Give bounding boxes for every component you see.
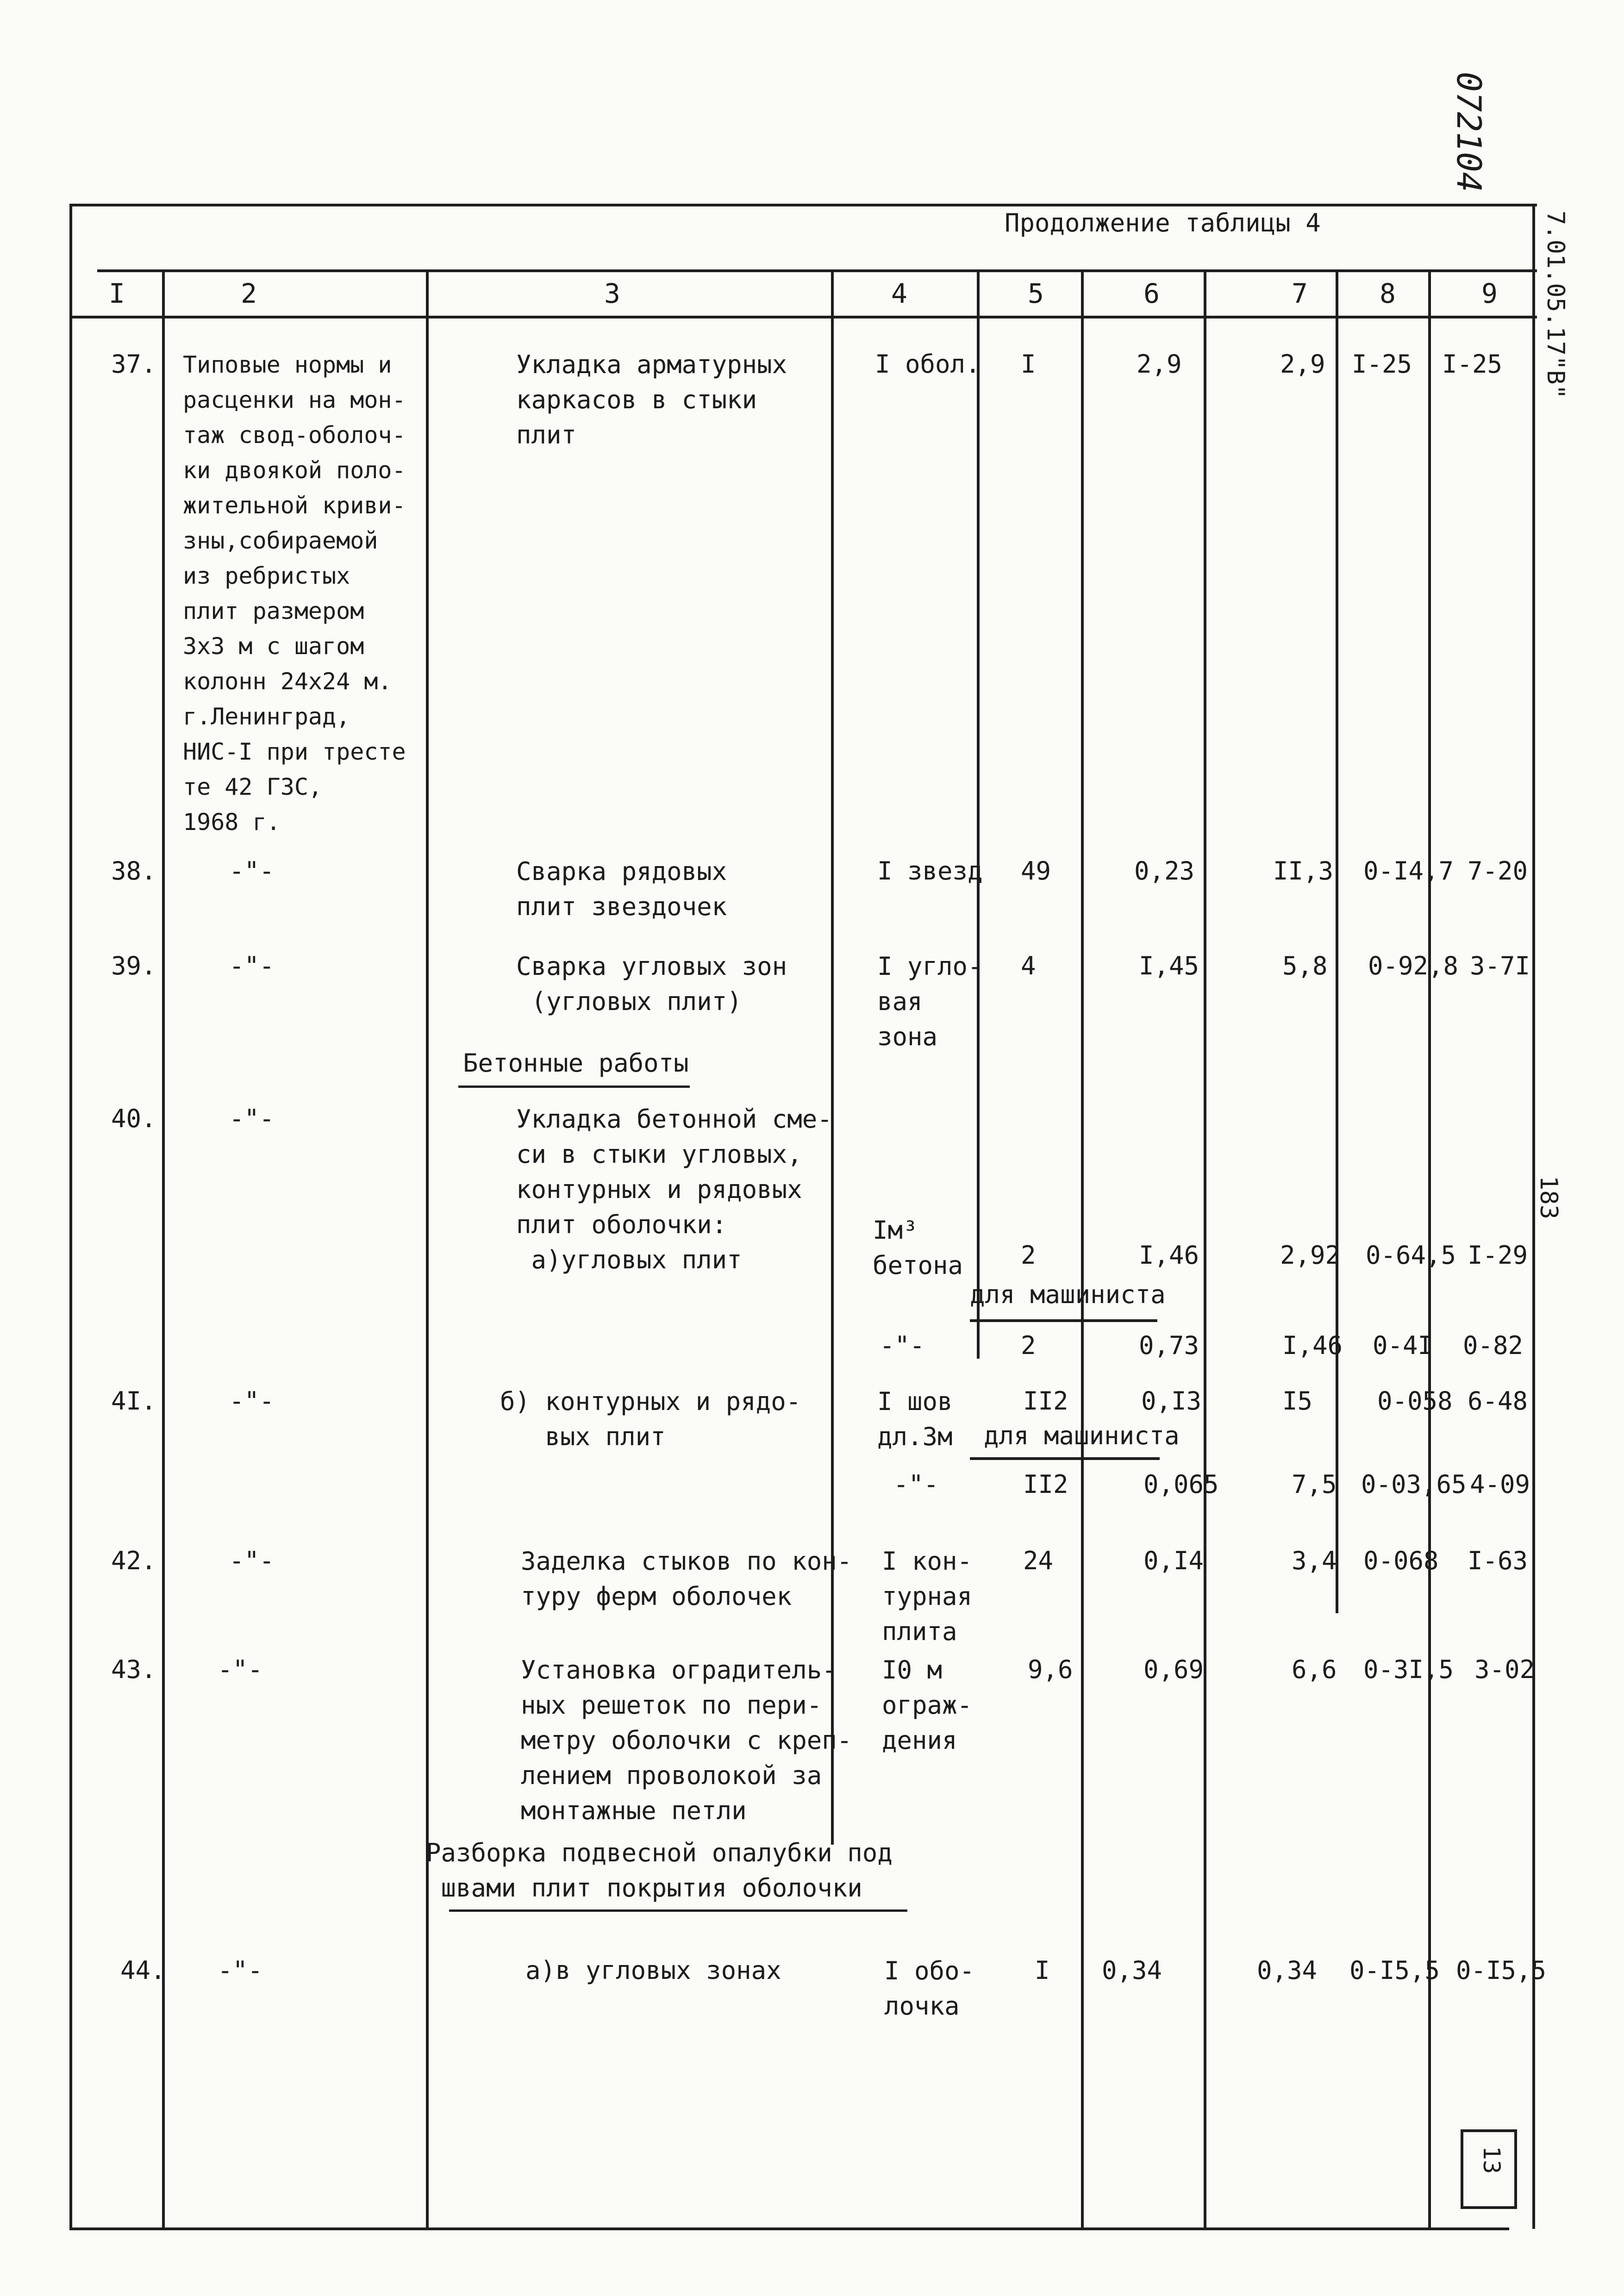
row-44-col5: I: [1035, 1956, 1050, 1985]
row-38-source: -"-: [229, 856, 275, 886]
row-41-sub-col5: II2: [1023, 1470, 1068, 1499]
row-40-work: Укладка бетонной сме- си в стыки угловых, контурных и рядовых плит оболочки: а)угловых плит: [516, 1104, 832, 1274]
row-40-machinist-label: для машиниста: [970, 1280, 1166, 1309]
row-43-col7: 6,6: [1292, 1655, 1337, 1684]
row-40-unit: Iм³ бетона: [873, 1216, 963, 1280]
header-col-9: 9: [1481, 278, 1498, 309]
doc-code: 7.01.05.17"В": [1542, 211, 1569, 399]
row-40-sub-col8: 0-4I: [1373, 1331, 1433, 1360]
row-38-work: Сварка рядовых плит звездочек: [516, 857, 727, 921]
row-41-col5: II2: [1023, 1386, 1068, 1416]
row-40-col6: I,46: [1139, 1241, 1199, 1270]
row-39-col8: 0-92,8: [1368, 951, 1459, 980]
row-44-number: 44.: [120, 1956, 166, 1985]
row-41-machinist-label: для машиниста: [984, 1421, 1180, 1450]
row-38-number: 38.: [111, 856, 156, 886]
row-41-source: -"-: [229, 1386, 275, 1416]
row-40-col9: I-29: [1468, 1241, 1528, 1270]
row-40-sub-col6: 0,73: [1139, 1331, 1199, 1360]
row-37-unit: I обол.: [875, 349, 981, 379]
row-40-col7: 2,92: [1280, 1241, 1341, 1270]
row-40-sub-unit: -"-: [880, 1331, 925, 1360]
row-41-sub-col6: 0,065: [1143, 1470, 1219, 1499]
row-44-source: -"-: [218, 1956, 263, 1985]
row-41-unit: I шов дл.3м: [877, 1387, 953, 1451]
row-40-number: 40.: [111, 1104, 156, 1133]
row-37-col5: I: [1021, 349, 1036, 379]
row-44-col6: 0,34: [1102, 1956, 1162, 1985]
col-border-5: [1081, 271, 1084, 2229]
row-38-col8: 0-I4,7: [1363, 856, 1454, 886]
row-42-col9: I-63: [1468, 1546, 1528, 1575]
row-39-col6: I,45: [1139, 951, 1199, 980]
section-formwork-underline: [449, 1909, 907, 1912]
row-37-work: Укладка арматурных каркасов в стыки плит: [516, 350, 787, 449]
row-43-col9: 3-02: [1474, 1655, 1535, 1684]
row-42-unit: I кон- турная плита: [882, 1547, 973, 1646]
row-42-work: Заделка стыков по кон- туру ферм оболочек: [521, 1547, 852, 1611]
row-41-work: б) контурных и рядо- вых плит: [500, 1387, 801, 1451]
row-39-number: 39.: [111, 951, 156, 980]
row-38-col9: 7-20: [1468, 856, 1528, 886]
row-39-col9: 3-7I: [1470, 951, 1530, 980]
col-border-4: [977, 271, 980, 1359]
sub-row-separator-40: [970, 1319, 1157, 1322]
row-38-col5: 49: [1021, 856, 1051, 886]
row-37-col9: I-25: [1442, 349, 1503, 379]
row-43-unit: I0 м ограж- дения: [882, 1655, 973, 1755]
row-43-source: -"-: [218, 1655, 263, 1684]
col-border-2: [426, 271, 429, 2229]
row-38-col7: II,3: [1273, 856, 1334, 886]
col-border-0: [69, 204, 72, 2229]
row-41-number: 4I.: [111, 1386, 156, 1416]
row-43-work: Установка оградитель- ных решеток по пери- метру оболочки с креп- лением проволокой за монтажные петли: [521, 1655, 852, 1825]
margin-code: 072104: [1449, 72, 1488, 193]
header-col-1: I: [109, 278, 125, 309]
row-38-unit: I звезд: [877, 856, 983, 886]
row-42-source: -"-: [229, 1546, 275, 1575]
col-border-1: [162, 271, 165, 2229]
row-44-col8: 0-I5,5: [1349, 1956, 1440, 1985]
row-41-sub-unit: -"-: [893, 1470, 939, 1499]
row-38-col6: 0,23: [1134, 856, 1195, 886]
page-number-box: [1461, 2129, 1517, 2209]
row-40-sub-col7: I,46: [1282, 1331, 1343, 1360]
row-37-col6: 2,9: [1137, 349, 1182, 379]
row-44-col9: 0-I5,5: [1456, 1956, 1547, 1985]
row-39-source: -"-: [229, 951, 275, 980]
row-39-unit: I угло- вая зона: [877, 952, 983, 1051]
row-42-number: 42.: [111, 1546, 156, 1575]
col-border-6: [1204, 271, 1206, 2229]
header-col-7: 7: [1292, 278, 1308, 309]
table-caption: Продолжение таблицы 4: [1005, 208, 1321, 237]
col-border-7: [1336, 271, 1338, 1613]
row-43-col5: 9,6: [1028, 1655, 1073, 1684]
side-number: 183: [1535, 1176, 1562, 1219]
row-43-number: 43.: [111, 1655, 156, 1684]
header-col-3: 3: [604, 278, 620, 309]
header-col-4: 4: [891, 278, 907, 309]
row-41-col8: 0-058: [1377, 1386, 1453, 1416]
row-43-col8: 0-3I,5: [1363, 1655, 1454, 1684]
row-41-sub-col9: 4-09: [1470, 1470, 1530, 1499]
row-41-col6: 0,I3: [1141, 1386, 1202, 1416]
header-col-5: 5: [1028, 278, 1044, 309]
row-41-sub-col8: 0-03,65: [1361, 1470, 1467, 1499]
header-col-2: 2: [241, 278, 257, 309]
section-concrete-underline: [458, 1086, 690, 1088]
row-44-unit: I обо- лочка: [884, 1956, 975, 2021]
row-42-col8: 0-068: [1363, 1546, 1439, 1575]
row-39-work: Сварка угловых зон (угловых плит): [516, 952, 787, 1016]
header-col-6: 6: [1143, 278, 1160, 309]
row-40-sub-col9: 0-82: [1463, 1331, 1524, 1360]
row-42-col5: 24: [1023, 1546, 1054, 1575]
table-top-border: [69, 204, 1537, 206]
row-40-source: -"-: [229, 1104, 275, 1133]
row-42-col7: 3,4: [1292, 1546, 1337, 1575]
row-41-col7: I5: [1282, 1386, 1313, 1416]
row-42-col6: 0,I4: [1143, 1546, 1204, 1575]
row-40-col5: 2: [1021, 1241, 1036, 1270]
row-44-work: а)в угловых зонах: [525, 1956, 781, 1985]
row-40-col8: 0-64,5: [1366, 1241, 1456, 1270]
sub-row-separator-41: [970, 1457, 1160, 1460]
table-bottom-border: [69, 2227, 1509, 2230]
row-41-col9: 6-48: [1468, 1386, 1528, 1416]
header-top-border: [97, 269, 1537, 272]
row-37-number: 37.: [111, 349, 156, 379]
row-37-source: Типовые нормы и расценки на мон- таж свод-оболоч- ки двоякой поло- жительной криви- зны,собираемой из ребристых плит размером 3х3 м с шагом колонн 24х24 м. г.Ленинград, НИС-I при тресте те 42 ГЗС, 1968 г.: [183, 351, 406, 836]
row-44-col7: 0,34: [1257, 1956, 1318, 1985]
row-43-col6: 0,69: [1143, 1655, 1204, 1684]
section-concrete-title: Бетонные работы: [463, 1048, 689, 1078]
row-40-sub-col5: 2: [1021, 1331, 1036, 1360]
row-37-col7: 2,9: [1280, 349, 1325, 379]
page-number: 13: [1478, 2146, 1505, 2174]
header-bottom-border: [69, 316, 1537, 318]
row-37-col8: I-25: [1352, 349, 1412, 379]
header-col-8: 8: [1380, 278, 1396, 309]
row-39-col7: 5,8: [1282, 951, 1328, 980]
row-41-sub-col7: 7,5: [1292, 1470, 1337, 1499]
row-39-col5: 4: [1021, 951, 1036, 980]
section-formwork-title: Разборка подвесной опалубки под швами плит покрытия оболочки: [426, 1838, 893, 1903]
